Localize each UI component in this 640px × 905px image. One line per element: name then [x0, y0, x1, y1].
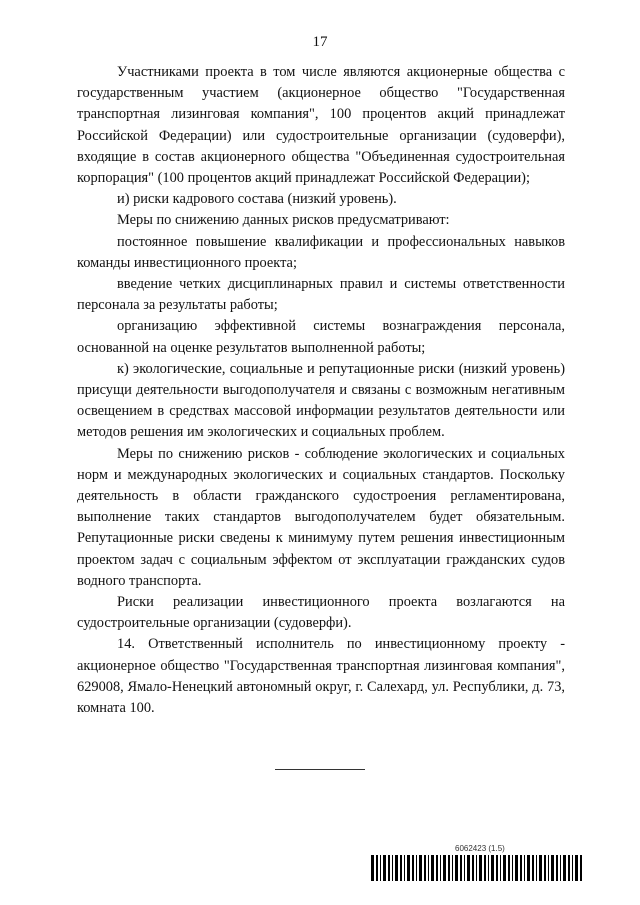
paragraph-risk-allocation: Риски реализации инвестиционного проекта возлагаются на судостроительные организации (судоверфи).: [77, 594, 565, 632]
paragraph-measures-intro: Меры по снижению данных рисков предусматривают:: [117, 212, 450, 229]
paragraph-esg-measures: Меры по снижению рисков - соблюдение экологических и социальных норм и международных экологических и социальных стандартов. Поскольку деятельность в области гражданского судостроения регламентирована, выполнение таких стандартов выгодополучателем будет обязательным. Репутационные риски сведены к минимуму путем решения инвестиционным проектом задач с социальным эффектом от эксплуатации гражданских судов водного транспорта.: [77, 445, 565, 589]
document-body: [77, 62, 565, 719]
paragraph-responsible-executor: 14. Ответственный исполнитель по инвестиционному проекту - акционерное общество "Государственная транспортная лизинговая компания", 629008, Ямало-Ненецкий автономный округ, г. Салехард, ул. Республики, д. 73, комната 100.: [77, 636, 565, 717]
paragraph-personnel-risk: и) риски кадрового состава (низкий уровень).: [117, 191, 397, 208]
paragraph-measure-reward: организацию эффективной системы вознаграждения персонала, основанной на оценке результатов выполненной работы;: [77, 318, 565, 356]
barcode: [371, 855, 585, 881]
paragraph-esg-risk: к) экологические, социальные и репутационные риски (низкий уровень) присущи деятельности выгодополучателя и связаны с возможным негативным освещением в средствах массовой информации результатов деятельности или методов решения им экологических и социальных проблем.: [77, 360, 565, 441]
document-code: 6062423 (1.5): [455, 844, 505, 853]
page-number: 17: [312, 34, 328, 50]
paragraph-measure-training: постоянное повышение квалификации и профессиональных навыков команды инвестиционного проекта;: [77, 233, 565, 271]
paragraph-participants: Участниками проекта в том числе являются акционерные общества с государственным участием (акционерное общество "Государственная транспортная лизинговая компания", 100 процентов акций принадлежат Российской Федерации) или судостроительные организации (судоверфи), входящие в состав акционерного общества "Объединенная судостроительная корпорация" (100 процентов акций принадлежат Российской Федерации);: [77, 64, 565, 187]
end-divider: [275, 769, 365, 770]
paragraph-measure-discipline: введение четких дисциплинарных правил и системы ответственности персонала за результаты работы;: [77, 276, 565, 314]
